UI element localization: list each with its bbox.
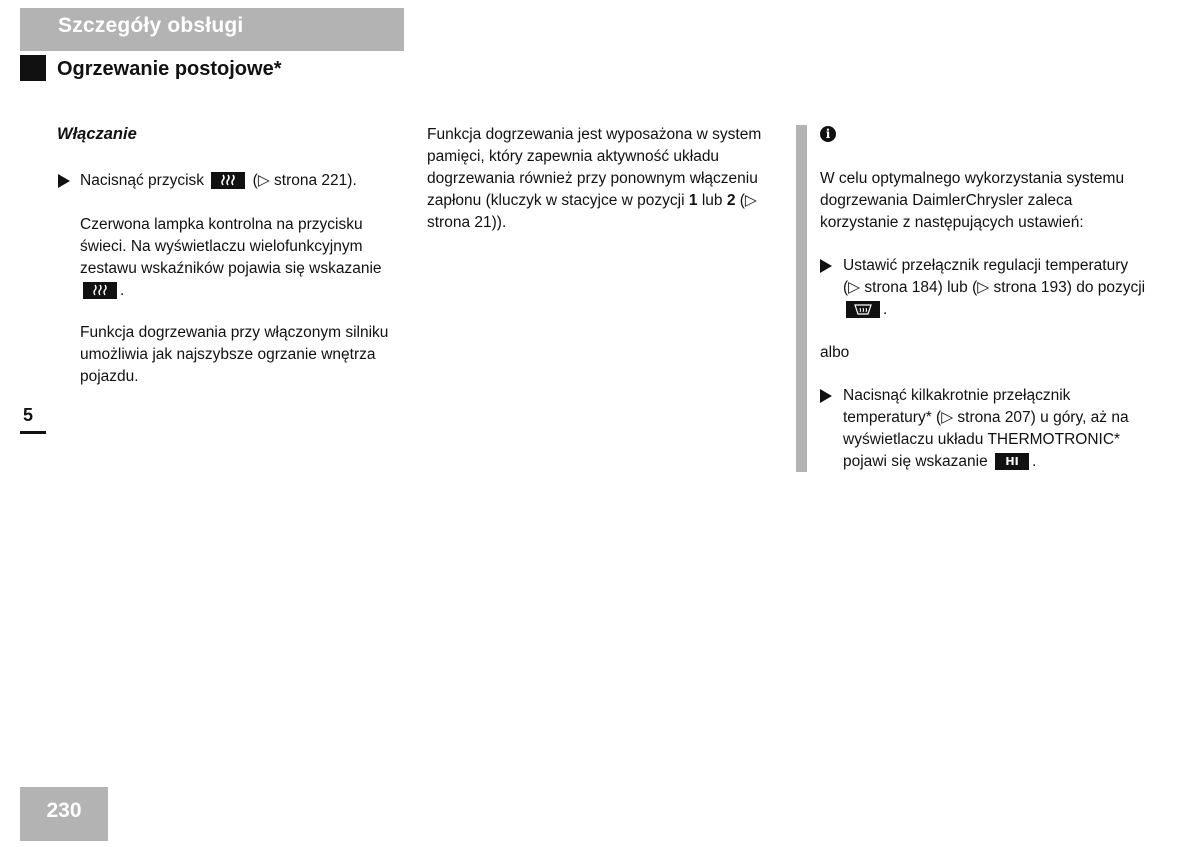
info-paragraph: W celu optymalnego wykorzystania systemu dogrzewania DaimlerChrysler zaleca korzystanie z następujących ustawień:: [820, 170, 1125, 231]
bullet-arrow-icon: [58, 174, 70, 188]
heading-marker: [20, 55, 46, 81]
page-number-box: [20, 787, 108, 841]
auxiliary-heating-button-icon: [211, 172, 245, 189]
subheading: Włączanie: [57, 125, 137, 143]
section-tab: [20, 8, 404, 51]
or-text: albo: [820, 344, 850, 361]
instruction-bullet-1: Nacisnąć przycisk (▷ strona 221).: [80, 172, 357, 189]
bullet-arrow-icon: [820, 259, 832, 273]
section-title: Szczegóły obsługi: [58, 14, 244, 37]
paragraph-engine-running: Funkcja dogrzewania przy włączonym silniku umożliwia jak najszybsze ogrzanie wnętrza pojazdu.: [80, 324, 389, 385]
bullet-arrow-icon: [820, 389, 832, 403]
heating-display-icon: [83, 282, 117, 299]
paragraph-indicator: Czerwona lampka kontrolna na przycisku świeci. Na wyświetlaczu wielofunkcyjnym zestawu wskaźników pojawia się wskazanie .: [80, 216, 382, 299]
info-sidebar: [796, 125, 807, 472]
info-bullet-1: Ustawić przełącznik regulacji temperatury (▷ strona 184) lub (▷ strona 193) do pozycji .: [843, 257, 1146, 318]
page-number: 230: [46, 799, 82, 822]
page-heading: Ogrzewanie postojowe*: [57, 58, 282, 80]
info-bullet-2: Nacisnąć kilkakrotnie przełącznik temperatury* (▷ strona 207) u góry, aż na wyświetlaczu układu THERMOTRONIC* pojawi się wskazanie HI .: [843, 387, 1129, 470]
chapter-number: 5: [23, 405, 34, 425]
defrost-position-icon: [846, 301, 880, 318]
paragraph-memory: Funkcja dogrzewania jest wyposażona w system pamięci, który zapewnia aktywność układu dogrzewania również przy ponownym włączeniu zapłonu (kluczyk w stacyjce w pozycji 1 lub 2 (▷ strona 21)).: [427, 126, 762, 231]
hi-display-icon: HI: [995, 453, 1029, 470]
chapter-underline: [20, 431, 46, 434]
info-icon: i: [820, 126, 836, 142]
